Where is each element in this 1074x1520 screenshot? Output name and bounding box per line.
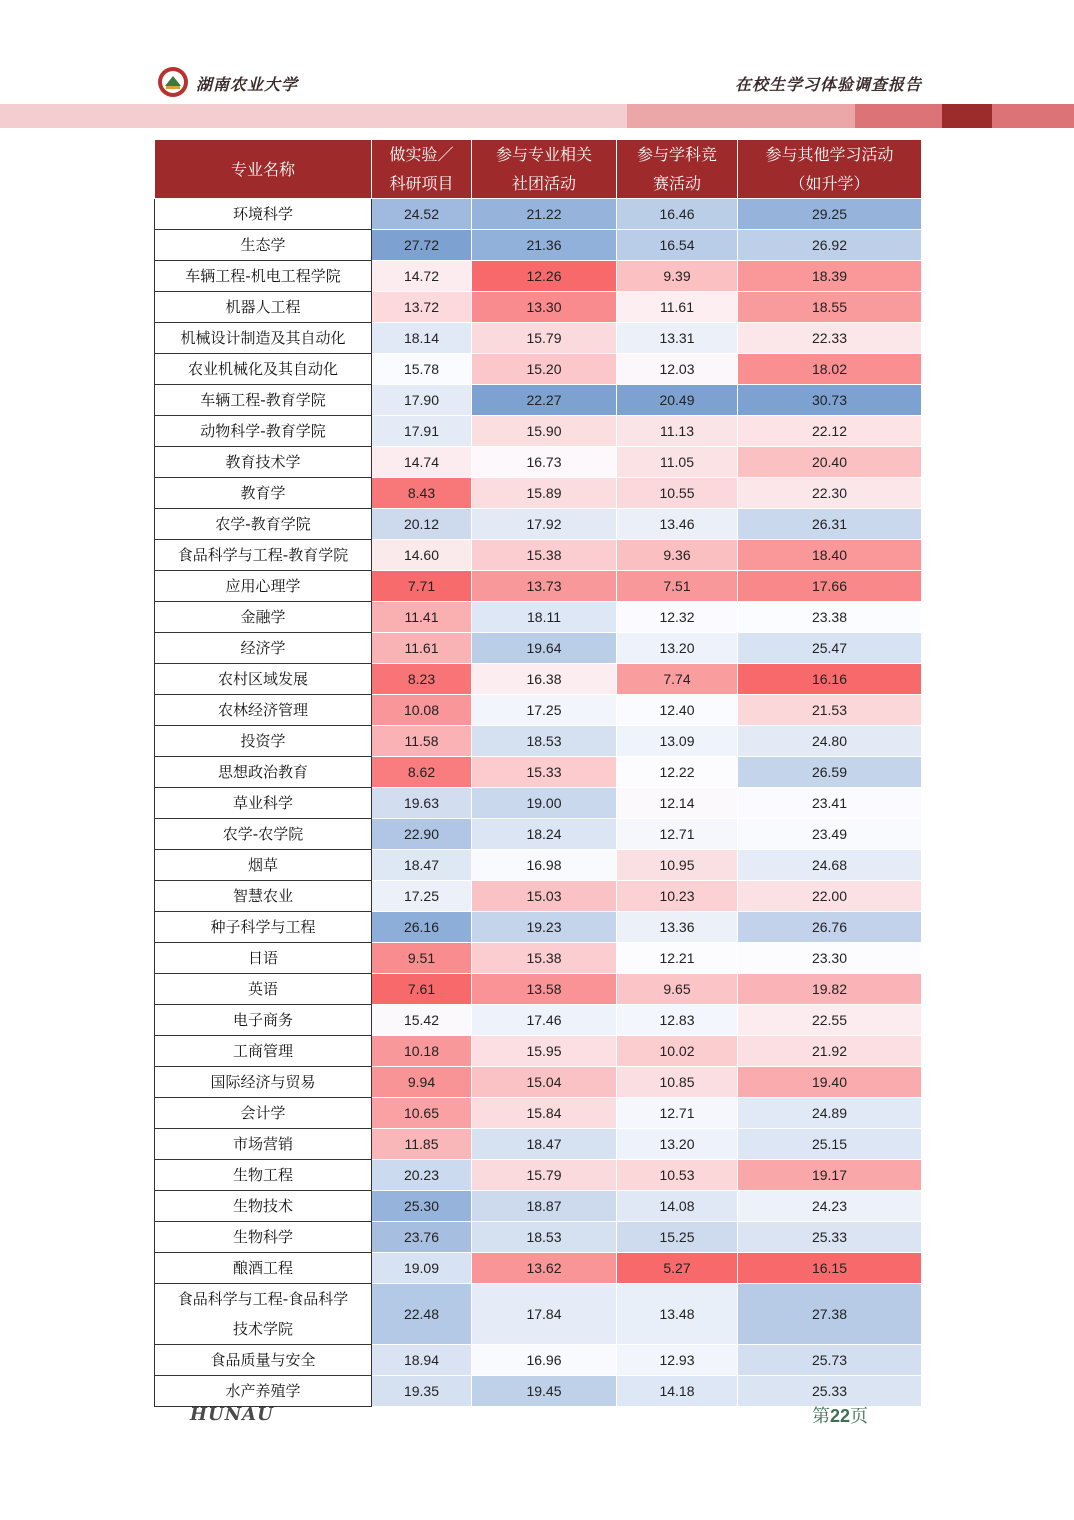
- value-cell: 15.38: [472, 540, 617, 571]
- value-cell: 16.46: [617, 199, 738, 230]
- table-row: [155, 571, 922, 602]
- value-cell: 20.49: [617, 385, 738, 416]
- value-cell: 12.40: [617, 695, 738, 726]
- table-row: [155, 1222, 922, 1253]
- table-row: [155, 1098, 922, 1129]
- value-cell: 13.36: [617, 912, 738, 943]
- value-cell: 26.59: [738, 757, 922, 788]
- value-cell: 9.94: [372, 1067, 472, 1098]
- major-name-line: 技术学院: [232, 1320, 293, 1338]
- major-name-cell: 农学-农学院: [155, 819, 372, 850]
- value-cell: 18.47: [372, 850, 472, 881]
- table-row: [155, 695, 922, 726]
- column-header-line: 参与其他学习活动: [765, 145, 894, 164]
- value-cell: 13.20: [617, 1129, 738, 1160]
- major-name-cell: 教育技术学: [155, 447, 372, 478]
- value-cell: 13.62: [472, 1253, 617, 1284]
- value-cell: 18.94: [372, 1345, 472, 1376]
- major-name-cell: 生态学: [155, 230, 372, 261]
- value-cell: 22.55: [738, 1005, 922, 1036]
- value-cell: 9.36: [617, 540, 738, 571]
- value-cell: 17.90: [372, 385, 472, 416]
- table-row: [155, 478, 922, 509]
- value-cell: 14.72: [372, 261, 472, 292]
- major-name-cell: 农村区域发展: [155, 664, 372, 695]
- value-cell: 18.24: [472, 819, 617, 850]
- value-cell: 17.25: [372, 881, 472, 912]
- column-header: [155, 140, 372, 199]
- value-cell: 26.76: [738, 912, 922, 943]
- table-row: [155, 788, 922, 819]
- value-cell: 22.12: [738, 416, 922, 447]
- table-row: [155, 943, 922, 974]
- table-row: [155, 540, 922, 571]
- major-name-cell: 农林经济管理: [155, 695, 372, 726]
- value-cell: 15.33: [472, 757, 617, 788]
- table-row: [155, 664, 922, 695]
- table-row: [155, 1345, 922, 1376]
- table-row: [155, 1129, 922, 1160]
- value-cell: 15.78: [372, 354, 472, 385]
- value-cell: 19.00: [472, 788, 617, 819]
- value-cell: 16.73: [472, 447, 617, 478]
- table-row: [155, 819, 922, 850]
- value-cell: 19.23: [472, 912, 617, 943]
- major-name-cell: 车辆工程-教育学院: [155, 385, 372, 416]
- value-cell: 14.18: [617, 1376, 738, 1407]
- value-cell: 17.84: [472, 1284, 617, 1345]
- page-suffix: 页: [850, 1406, 869, 1427]
- value-cell: 11.61: [617, 292, 738, 323]
- value-cell: 11.61: [372, 633, 472, 664]
- value-cell: 17.25: [472, 695, 617, 726]
- major-name-cell: 生物工程: [155, 1160, 372, 1191]
- value-cell: 25.30: [372, 1191, 472, 1222]
- value-cell: 20.40: [738, 447, 922, 478]
- value-cell: 24.89: [738, 1098, 922, 1129]
- column-header-line: 参与学科竞: [636, 145, 717, 164]
- value-cell: 15.04: [472, 1067, 617, 1098]
- value-cell: 14.08: [617, 1191, 738, 1222]
- table-row: [155, 230, 922, 261]
- value-cell: 22.33: [738, 323, 922, 354]
- column-header-line: 赛活动: [652, 174, 701, 193]
- value-cell: 19.40: [738, 1067, 922, 1098]
- value-cell: 13.30: [472, 292, 617, 323]
- major-name-cell: 食品科学与工程-教育学院: [155, 540, 372, 571]
- major-name-cell: 经济学: [155, 633, 372, 664]
- value-cell: 14.60: [372, 540, 472, 571]
- report-title: 在校生学习体验调查报告: [734, 75, 922, 94]
- value-cell: 7.61: [372, 974, 472, 1005]
- value-cell: 10.55: [617, 478, 738, 509]
- value-cell: 15.42: [372, 1005, 472, 1036]
- value-cell: 10.85: [617, 1067, 738, 1098]
- value-cell: 18.14: [372, 323, 472, 354]
- value-cell: 12.14: [617, 788, 738, 819]
- value-cell: 11.13: [617, 416, 738, 447]
- value-cell: 13.48: [617, 1284, 738, 1345]
- column-header-line: 专业名称: [230, 159, 295, 179]
- column-header: [472, 140, 617, 199]
- value-cell: 20.12: [372, 509, 472, 540]
- table-row: [155, 416, 922, 447]
- value-cell: 18.87: [472, 1191, 617, 1222]
- value-cell: 15.95: [472, 1036, 617, 1067]
- table-row: [155, 757, 922, 788]
- value-cell: 23.49: [738, 819, 922, 850]
- value-cell: 25.33: [738, 1222, 922, 1253]
- header-band: [992, 104, 1074, 128]
- value-cell: 15.79: [472, 1160, 617, 1191]
- value-cell: 10.23: [617, 881, 738, 912]
- table-row: [155, 1005, 922, 1036]
- value-cell: 10.08: [372, 695, 472, 726]
- value-cell: 15.84: [472, 1098, 617, 1129]
- value-cell: 25.73: [738, 1345, 922, 1376]
- value-cell: 24.80: [738, 726, 922, 757]
- table-row: [155, 1067, 922, 1098]
- value-cell: 20.23: [372, 1160, 472, 1191]
- major-name-cell: 食品质量与安全: [155, 1345, 372, 1376]
- value-cell: 8.43: [372, 478, 472, 509]
- table-row: [155, 199, 922, 230]
- value-cell: 12.93: [617, 1345, 738, 1376]
- value-cell: 14.74: [372, 447, 472, 478]
- value-cell: 11.41: [372, 602, 472, 633]
- value-cell: 16.54: [617, 230, 738, 261]
- major-name-cell: 机械设计制造及其自动化: [155, 323, 372, 354]
- table-row: [155, 1284, 922, 1345]
- value-cell: 17.92: [472, 509, 617, 540]
- major-name-cell: 市场营销: [155, 1129, 372, 1160]
- table-row: [155, 509, 922, 540]
- major-name-cell: 应用心理学: [155, 571, 372, 602]
- table-row: [155, 633, 922, 664]
- value-cell: 5.27: [617, 1253, 738, 1284]
- table-row: [155, 447, 922, 478]
- value-cell: 27.72: [372, 230, 472, 261]
- value-cell: 13.72: [372, 292, 472, 323]
- table-row: [155, 881, 922, 912]
- value-cell: 26.92: [738, 230, 922, 261]
- value-cell: 10.95: [617, 850, 738, 881]
- value-cell: 21.53: [738, 695, 922, 726]
- major-name-cell: 草业科学: [155, 788, 372, 819]
- value-cell: 10.18: [372, 1036, 472, 1067]
- header-band: [627, 104, 855, 128]
- value-cell: 15.25: [617, 1222, 738, 1253]
- value-cell: 12.32: [617, 602, 738, 633]
- major-name-cell: 农业机械化及其自动化: [155, 354, 372, 385]
- value-cell: 7.71: [372, 571, 472, 602]
- value-cell: 18.55: [738, 292, 922, 323]
- column-header-line: 社团活动: [511, 174, 576, 193]
- value-cell: 22.00: [738, 881, 922, 912]
- value-cell: 9.51: [372, 943, 472, 974]
- major-name-cell: 机器人工程: [155, 292, 372, 323]
- value-cell: 7.74: [617, 664, 738, 695]
- value-cell: 19.82: [738, 974, 922, 1005]
- value-cell: 25.47: [738, 633, 922, 664]
- value-cell: 15.79: [472, 323, 617, 354]
- value-cell: 21.22: [472, 199, 617, 230]
- value-cell: 15.20: [472, 354, 617, 385]
- column-header-line: 科研项目: [389, 174, 454, 193]
- table-row: [155, 354, 922, 385]
- value-cell: 23.76: [372, 1222, 472, 1253]
- major-name-line: 食品科学与工程-食品科学: [177, 1290, 349, 1308]
- value-cell: 23.30: [738, 943, 922, 974]
- value-cell: 9.39: [617, 261, 738, 292]
- value-cell: 17.91: [372, 416, 472, 447]
- value-cell: 18.11: [472, 602, 617, 633]
- table-header-row: [155, 140, 922, 199]
- value-cell: 19.45: [472, 1376, 617, 1407]
- table-row: [155, 292, 922, 323]
- value-cell: 9.65: [617, 974, 738, 1005]
- value-cell: 15.90: [472, 416, 617, 447]
- page-number: [812, 1402, 868, 1428]
- value-cell: 12.03: [617, 354, 738, 385]
- value-cell: 19.64: [472, 633, 617, 664]
- value-cell: 11.58: [372, 726, 472, 757]
- table-row: [155, 1160, 922, 1191]
- university-emblem-icon: [157, 66, 189, 98]
- value-cell: 16.96: [472, 1345, 617, 1376]
- value-cell: 24.23: [738, 1191, 922, 1222]
- value-cell: 12.83: [617, 1005, 738, 1036]
- value-cell: 24.52: [372, 199, 472, 230]
- major-name-cell: 电子商务: [155, 1005, 372, 1036]
- value-cell: 18.53: [472, 1222, 617, 1253]
- school-name: 湖南农业大学: [196, 75, 299, 94]
- major-name-cell: 英语: [155, 974, 372, 1005]
- major-name-cell: 生物科学: [155, 1222, 372, 1253]
- value-cell: 13.73: [472, 571, 617, 602]
- value-cell: 17.66: [738, 571, 922, 602]
- value-cell: 18.47: [472, 1129, 617, 1160]
- table-row: [155, 602, 922, 633]
- value-cell: 22.90: [372, 819, 472, 850]
- value-cell: 13.46: [617, 509, 738, 540]
- header-band: [942, 104, 992, 128]
- value-cell: 21.36: [472, 230, 617, 261]
- major-name-cell: 生物技术: [155, 1191, 372, 1222]
- column-header: [738, 140, 922, 199]
- page-header: [0, 0, 1074, 135]
- value-cell: 8.23: [372, 664, 472, 695]
- major-name-cell: 车辆工程-机电工程学院: [155, 261, 372, 292]
- value-cell: 30.73: [738, 385, 922, 416]
- value-cell: 18.53: [472, 726, 617, 757]
- table-row: [155, 323, 922, 354]
- table-row: [155, 261, 922, 292]
- value-cell: 22.27: [472, 385, 617, 416]
- major-name-cell: 日语: [155, 943, 372, 974]
- value-cell: 13.58: [472, 974, 617, 1005]
- major-name-cell: 酿酒工程: [155, 1253, 372, 1284]
- major-name-cell: 智慧农业: [155, 881, 372, 912]
- table-row: [155, 385, 922, 416]
- value-cell: 12.21: [617, 943, 738, 974]
- value-cell: 16.38: [472, 664, 617, 695]
- value-cell: 26.31: [738, 509, 922, 540]
- value-cell: 11.05: [617, 447, 738, 478]
- value-cell: 21.92: [738, 1036, 922, 1067]
- value-cell: 25.33: [738, 1376, 922, 1407]
- major-name-cell: 金融学: [155, 602, 372, 633]
- major-activity-table: [154, 139, 922, 1407]
- value-cell: 16.15: [738, 1253, 922, 1284]
- table-row: [155, 1253, 922, 1284]
- value-cell: 15.38: [472, 943, 617, 974]
- table-row: [155, 850, 922, 881]
- value-cell: 13.09: [617, 726, 738, 757]
- table-row: [155, 726, 922, 757]
- value-cell: 19.17: [738, 1160, 922, 1191]
- major-name-cell: 环境科学: [155, 199, 372, 230]
- value-cell: 11.85: [372, 1129, 472, 1160]
- value-cell: 19.63: [372, 788, 472, 819]
- value-cell: 16.98: [472, 850, 617, 881]
- value-cell: 12.26: [472, 261, 617, 292]
- value-cell: 8.62: [372, 757, 472, 788]
- major-name-cell: 动物科学-教育学院: [155, 416, 372, 447]
- major-name-cell: 烟草: [155, 850, 372, 881]
- value-cell: 13.31: [617, 323, 738, 354]
- value-cell: 18.40: [738, 540, 922, 571]
- page-prefix: 第: [812, 1406, 830, 1427]
- value-cell: 27.38: [738, 1284, 922, 1345]
- column-header-line: 参与专业相关: [495, 145, 592, 164]
- major-name-cell: 农学-教育学院: [155, 509, 372, 540]
- value-cell: 19.35: [372, 1376, 472, 1407]
- value-cell: 19.09: [372, 1253, 472, 1284]
- column-header-line: （如升学）: [789, 174, 870, 193]
- value-cell: 12.71: [617, 819, 738, 850]
- header-band: [0, 104, 627, 128]
- value-cell: 24.68: [738, 850, 922, 881]
- value-cell: 12.71: [617, 1098, 738, 1129]
- value-cell: 26.16: [372, 912, 472, 943]
- table-row: [155, 1376, 922, 1407]
- value-cell: 10.53: [617, 1160, 738, 1191]
- value-cell: 10.65: [372, 1098, 472, 1129]
- table-row: [155, 1036, 922, 1067]
- value-cell: 29.25: [738, 199, 922, 230]
- header-band: [855, 104, 942, 128]
- value-cell: 10.02: [617, 1036, 738, 1067]
- value-cell: 7.51: [617, 571, 738, 602]
- table-row: [155, 974, 922, 1005]
- table-row: [155, 1191, 922, 1222]
- major-name-cell: 教育学: [155, 478, 372, 509]
- major-name-cell: 种子科学与工程: [155, 912, 372, 943]
- column-header: [372, 140, 472, 199]
- column-header-line: 做实验／: [389, 145, 454, 164]
- major-name-cell: 工商管理: [155, 1036, 372, 1067]
- value-cell: 15.03: [472, 881, 617, 912]
- value-cell: 13.20: [617, 633, 738, 664]
- value-cell: 22.30: [738, 478, 922, 509]
- table-row: [155, 912, 922, 943]
- value-cell: 18.39: [738, 261, 922, 292]
- value-cell: 15.89: [472, 478, 617, 509]
- value-cell: 16.16: [738, 664, 922, 695]
- major-name-cell: 思想政治教育: [155, 757, 372, 788]
- column-header: [617, 140, 738, 199]
- major-name-cell: 国际经济与贸易: [155, 1067, 372, 1098]
- value-cell: 22.48: [372, 1284, 472, 1345]
- value-cell: 18.02: [738, 354, 922, 385]
- footer-logo: HUNAU: [190, 1404, 274, 1425]
- major-name-cell: 投资学: [155, 726, 372, 757]
- value-cell: 23.38: [738, 602, 922, 633]
- value-cell: 23.41: [738, 788, 922, 819]
- major-name-cell: [155, 1284, 372, 1345]
- major-name-cell: 会计学: [155, 1098, 372, 1129]
- major-name-cell: 水产养殖学: [155, 1376, 372, 1407]
- page-number-value: 22: [830, 1406, 851, 1426]
- value-cell: 25.15: [738, 1129, 922, 1160]
- value-cell: 12.22: [617, 757, 738, 788]
- value-cell: 17.46: [472, 1005, 617, 1036]
